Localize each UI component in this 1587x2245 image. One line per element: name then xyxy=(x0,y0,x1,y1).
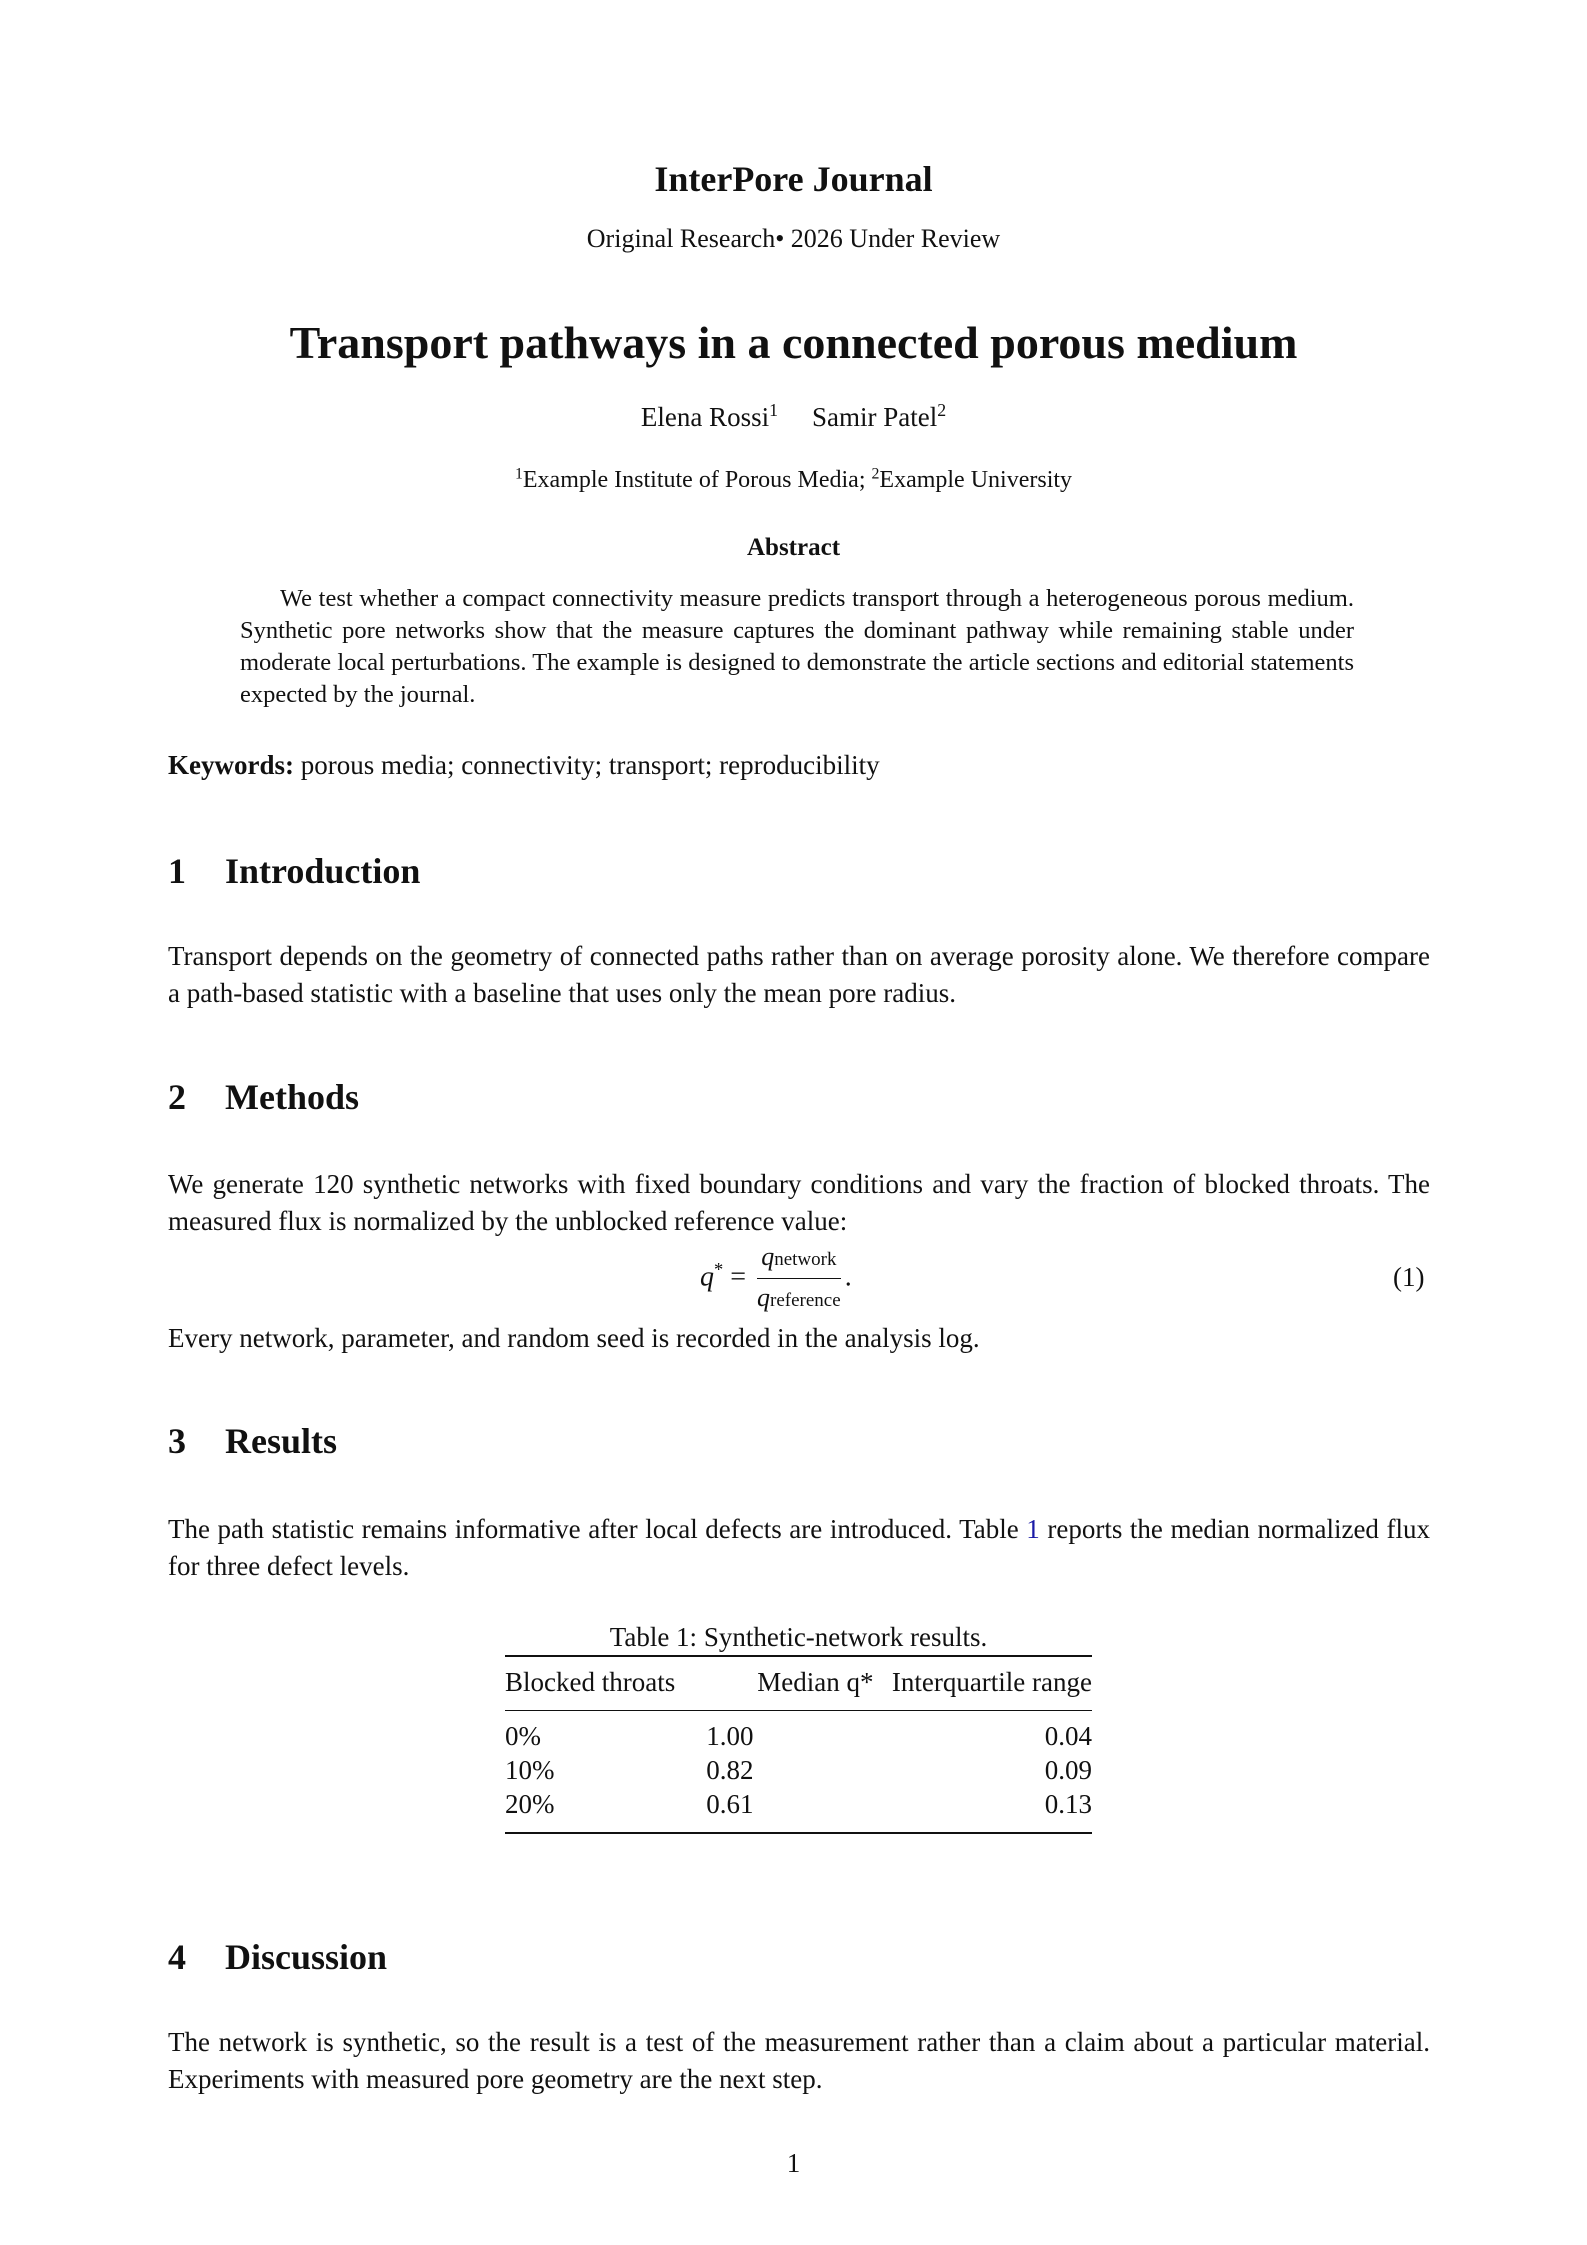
author-affiliation-mark: 2 xyxy=(937,400,947,421)
methods-paragraph: We generate 120 synthetic networks with fixed boundary conditions and vary the fraction of blocked throats. The measured flux is normalized by the unblocked reference value: xyxy=(168,1169,1430,1236)
methods-paragraph-after-equation: Every network, parameter, and random seed is recorded in the analysis log. xyxy=(168,1323,980,1353)
equation-number: (1) xyxy=(1393,1262,1425,1292)
table-cell: 0.09 xyxy=(1044,1755,1092,1785)
table-cell: 0% xyxy=(505,1721,541,1751)
equation-1 xyxy=(700,1242,852,1316)
results-text-part: The path statistic remains informative after local defects are introduced. Table xyxy=(168,1514,1027,1544)
section-number: 1 xyxy=(168,851,186,891)
section-heading-discussion xyxy=(168,1936,387,1978)
keywords-line xyxy=(168,750,1430,781)
results-text-part: reports the median normalized flux for three defect levels. xyxy=(168,1514,1430,1581)
table-cell: 0.13 xyxy=(873,1787,1092,1833)
table-row xyxy=(505,1787,1092,1833)
equation-period: . xyxy=(844,1261,852,1293)
table-header-text: Median q* xyxy=(757,1667,874,1697)
table-header-row xyxy=(505,1656,1092,1711)
introduction-paragraph: Transport depends on the geometry of connected paths rather than on average porosity alone. We therefore compare a path-based statistic with a baseline that uses only the mean pore radius. xyxy=(168,941,1430,1008)
section-title: Methods xyxy=(225,1077,359,1117)
table-header-cell xyxy=(691,1656,874,1711)
section-number: 3 xyxy=(168,1421,186,1461)
table-header-cell: Blocked throats xyxy=(505,1667,676,1697)
table-reference-link[interactable]: 1 xyxy=(1026,1514,1040,1544)
table-row xyxy=(505,1711,1092,1754)
section-number: 4 xyxy=(168,1937,186,1977)
author-name: Elena Rossi xyxy=(640,402,770,432)
affiliations xyxy=(0,467,1587,494)
section-number: 2 xyxy=(168,1077,186,1117)
equation-lhs: q xyxy=(700,1261,714,1293)
equation-lhs-superscript: * xyxy=(714,1259,724,1280)
abstract-text: We test whether a compact connectivity measure predicts transport through a heterogeneous porous medium. Synthetic pore networks show that the measure captures the dominant pathway while remaining stable under moderate local perturbations. The example is designed to demonstrate the article sections and editorial statements expected by the journal. xyxy=(240,585,1354,708)
section-title: Introduction xyxy=(225,851,421,891)
table-row xyxy=(505,1753,1092,1787)
equation-numerator: q xyxy=(761,1242,775,1271)
table-header-cell: Interquartile range xyxy=(891,1667,1092,1697)
paper-title: Transport pathways in a connected porous medium xyxy=(289,317,1298,368)
equation-equals: = xyxy=(730,1261,747,1293)
results-table xyxy=(505,1655,1092,1834)
table-caption: Table 1: Synthetic-network results. xyxy=(609,1622,988,1652)
table-cell: 1.00 xyxy=(706,1721,754,1751)
page-number: 1 xyxy=(786,2148,801,2178)
results-paragraph xyxy=(168,1511,1430,1585)
author-affiliation-mark: 1 xyxy=(769,400,778,421)
affiliation-text: Example University xyxy=(879,467,1073,493)
affiliation-text: Example Institute of Porous Media; xyxy=(522,467,866,493)
author-name: Samir Patel xyxy=(812,402,938,432)
equation-fraction xyxy=(757,1242,841,1316)
article-status-line: Original Research• 2026 Under Review xyxy=(586,224,1001,253)
section-heading-introduction xyxy=(168,850,420,892)
section-heading-results xyxy=(168,1420,337,1462)
affiliation-mark: 1 xyxy=(514,465,523,483)
table-cell: 0.61 xyxy=(691,1787,874,1833)
table-cell: 20% xyxy=(505,1787,691,1833)
keywords-text: porous media; connectivity; transport; reproducibility xyxy=(300,750,880,780)
equation-denominator-subscript: reference xyxy=(770,1290,841,1311)
abstract-heading: Abstract xyxy=(746,534,841,561)
section-title: Results xyxy=(225,1421,338,1461)
affiliation-mark: 2 xyxy=(871,465,880,483)
section-heading-methods xyxy=(168,1076,359,1118)
equation-numerator-subscript: network xyxy=(774,1249,837,1270)
table-cell: 10% xyxy=(505,1755,555,1785)
author-list xyxy=(0,402,1587,433)
journal-name: InterPore Journal xyxy=(654,159,933,199)
equation-denominator: q xyxy=(757,1283,771,1312)
discussion-paragraph: The network is synthetic, so the result is a test of the measurement rather than a claim about a particular material. Experiments with measured pore geometry are the next step. xyxy=(168,2027,1430,2094)
table-cell: 0.04 xyxy=(1044,1721,1092,1751)
keywords-label: Keywords: xyxy=(168,750,294,780)
table-cell: 0.82 xyxy=(706,1755,754,1785)
section-title: Discussion xyxy=(225,1937,388,1977)
